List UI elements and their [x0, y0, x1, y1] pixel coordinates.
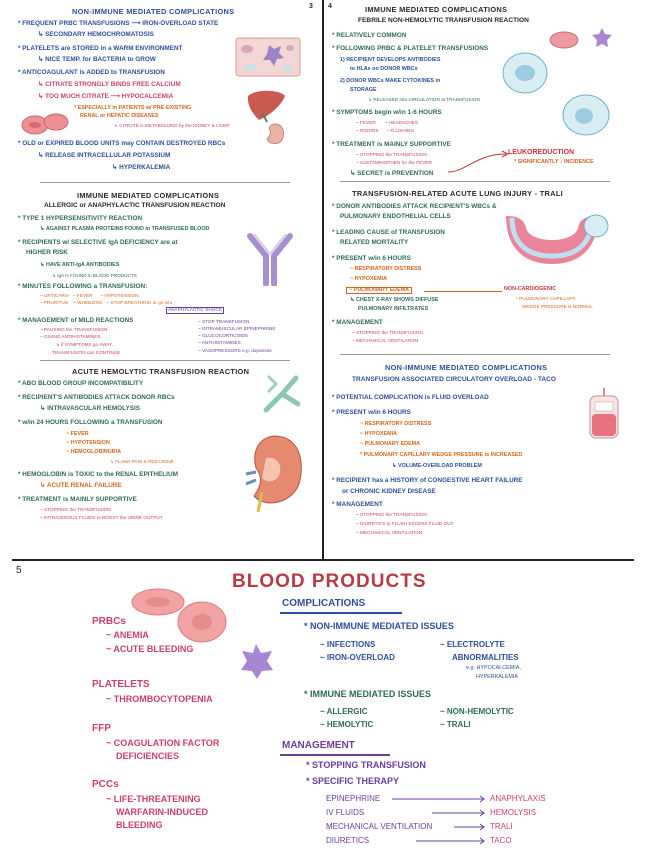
sub-bullet: ↳ RELEASED into CIRCULATION at TRANSFUSION: [368, 97, 480, 102]
sub-bullet: ~ STOPPING the TRANSFUSION: [356, 152, 427, 157]
bullet: * POTENTIAL COMPLICATION is FLUID OVERLOAD: [332, 394, 489, 401]
kidney-icon: [264, 122, 286, 146]
bullet: * MANAGEMENT of MILD REACTIONS: [18, 317, 134, 324]
bullet: * ANTICOAGULANT is ADDED to TRANSFUSION: [18, 69, 165, 76]
complication-item: ~ INFECTIONS: [320, 640, 376, 649]
connector-line: [424, 291, 502, 292]
therapy-name: MECHANICAL VENTILATION: [326, 822, 433, 831]
symptoms-row: ~ PRURITUS ~ WHEEZING ~ STOP BREATHING or go into: [40, 300, 173, 305]
lung-icon: [502, 206, 612, 268]
platelets-title: PLATELETS: [92, 679, 150, 690]
underline: [280, 754, 390, 756]
ffp-title: FFP: [92, 723, 111, 734]
bullet: * MANAGEMENT: [332, 501, 383, 508]
blood-bag-icon: [586, 388, 622, 442]
symptom: ~ PULMONARY EDEMA: [360, 441, 421, 447]
nonimmune-heading: * NON-IMMUNE MEDIATED ISSUES: [304, 621, 454, 631]
rbc-icon: [235, 37, 301, 77]
complication-item: ~ NON-HEMOLYTIC: [440, 707, 514, 716]
complication-item: ~ IRON-OVERLOAD: [320, 653, 395, 662]
symptom-note: ↳ FLANK PAIN & RED URINE: [110, 459, 174, 464]
section-subtitle: FEBRILE NON-HEMOLYTIC TRANSFUSION REACTION: [358, 17, 529, 24]
section-title: TRANSFUSION-RELATED ACUTE LUNG INJURY - TRALI: [352, 189, 563, 198]
symptom: ~ HYPOTENSION: [66, 440, 110, 446]
pccs-indication: WARFARIN-INDUCED: [116, 807, 208, 817]
liver-icon: [245, 88, 287, 124]
bullet: * SYMPTOMS begin w/in 1-6 HOURS: [332, 109, 442, 116]
pccs-indication: ~ LIFE-THREATENING: [106, 794, 201, 804]
complication-item: ABNORMALITIES: [452, 653, 519, 662]
sub-bullet: ~ MECHANICAL VENTILATION: [352, 338, 419, 343]
note: RENAL or HEPATIC DISEASES: [80, 113, 159, 119]
sub-bullet: ↳ CITRATE STRONGLY BINDS FREE CALCIUM: [38, 81, 181, 88]
note: ↳ CITRATE is METABOLIZED by the KIDNEY & LIVER: [114, 123, 230, 128]
pccs-indication: BLEEDING: [116, 820, 163, 830]
horizontal-divider: [12, 559, 634, 561]
bullet: * HEMOGLOBIN is TOXIC to the RENAL EPITHELIUM: [18, 471, 178, 478]
anaphylactic-shock-box: ANAPHYLACTIC SHOCK: [168, 307, 222, 312]
sub-bullet: ↳ TOO MUCH CITRATE ⟶ HYPOCALCEMIA: [38, 93, 174, 100]
sub-bullet: ↳ AGAINST PLASMA PROTEINS FOUND in TRANSFUSED BLOOD: [40, 226, 210, 232]
sub-bullet: ↳ SECRET is PREVENTION: [350, 170, 434, 177]
therapy-target: HEMOLYSIS: [490, 808, 537, 817]
section-subtitle: TRANSFUSION ASSOCIATED CIRCULATORY OVERLOAD - TACO: [352, 376, 557, 383]
therapy-name: EPINEPHRINE: [326, 794, 381, 803]
sub-bullet: ↳ HYPERKALEMIA: [112, 164, 171, 171]
symptoms-row: ~ RIGORS ~ FLUSHING: [356, 128, 415, 133]
note: WEDGE PRESSURE is NORMAL: [522, 304, 593, 309]
symptom: ~ FEVER: [66, 431, 89, 437]
bullet: * TREATMENT is MAINLY SUPPORTIVE: [332, 141, 451, 148]
sub-bullet: ~ MECHANICAL VENTILATION: [356, 530, 423, 535]
section-title: NON-IMMUNE MEDIATED COMPLICATIONS: [72, 7, 235, 16]
therapy-target: TRALI: [490, 822, 513, 831]
complication-item: ~ ELECTROLYTE: [440, 640, 505, 649]
bullet-cont: or CHRONIC KIDNEY DISEASE: [342, 488, 436, 495]
antibody-icon: [246, 232, 294, 286]
sub-bullet: ~ STOPPING the TRANSFUSION: [356, 512, 427, 517]
bullet: * PLATELETS are STORED in a WARM ENVIRONMENT: [18, 45, 183, 52]
sub-bullet: ↳ if SYMPTOMS go AWAY,: [56, 342, 113, 347]
arrow-icon: [446, 150, 510, 176]
sub-bullet: ↳ NICE TEMP. for BACTERIA to GROW: [38, 56, 156, 63]
kidney-icon: [244, 432, 306, 512]
bullet: * RECIPIENT'S ANTIBODIES ATTACK DONOR RBCs: [18, 394, 175, 401]
symptoms-row: ~ FEVER ~ HEADACHES: [356, 120, 418, 125]
severe-mgmt: ~ INTRAMUSCULAR EPINEPHRINE: [198, 326, 276, 331]
divider-q2: [340, 181, 610, 182]
bullet: * MANAGEMENT: [332, 319, 383, 326]
platelet-icon: [236, 642, 276, 680]
leukoreduction: LEUKOREDUCTION: [508, 149, 575, 156]
prbc-indication: ~ ACUTE BLEEDING: [106, 644, 194, 654]
sub-bullet: ↳ ACUTE RENAL FAILURE: [40, 482, 122, 489]
bullet: * TREATMENT is MAINLY SUPPORTIVE: [18, 496, 137, 503]
prbc-indication: ~ ANEMIA: [106, 630, 149, 640]
symptoms-row: ~ URTICARIA ~ FEVER ~ HYPOTENSION: [40, 293, 139, 298]
ffp-indication: DEFICIENCIES: [116, 751, 180, 761]
step: 2) DONOR WBCs MAKE CYTOKINES in: [340, 78, 441, 84]
bullet: * MINUTES FOLLOWING a TRANSFUSION:: [18, 283, 148, 290]
severe-mgmt: ~ GLUCOCORTICOIDS: [198, 333, 249, 338]
bullet-cont: HIGHER RISK: [26, 249, 68, 256]
bullet: * PRESENT w/in 6 HOURS: [332, 409, 411, 416]
sub-bullet: ↳ CHEST X-RAY SHOWS DIFFUSE: [350, 297, 439, 303]
note: * ESPECIALLY in PATIENTS w/ PRE-EXISTING: [74, 105, 192, 111]
bullet: * RECIPIENT has a HISTORY of CONGESTIVE HEART FAILURE: [332, 477, 523, 484]
severe-mgmt: ~ ANTIHISTAMINES: [198, 340, 241, 345]
sub-bullet: ~ DIURETICS to FLUSH EXCESS FLUID OUT: [356, 521, 454, 526]
underline: [280, 612, 402, 614]
antibody-icon: [260, 370, 304, 418]
sub-bullet: ↳ RELEASE INTRACELLULAR POTASSIUM: [38, 152, 171, 159]
bullet: * PRESENT w/in 6 HOURS: [332, 255, 411, 262]
bullet-cont: RELATED MORTALITY: [340, 239, 409, 246]
section-title: ACUTE HEMOLYTIC TRANSFUSION REACTION: [72, 367, 250, 376]
bullet: * TYPE 1 HYPERSENSITIVITY REACTION: [18, 215, 143, 222]
sub-bullet: ~ STOPPING the TRANSFUSION: [40, 507, 111, 512]
bullet: * ABO BLOOD GROUP INCOMPATIBILITY: [18, 380, 144, 387]
complication-item: ~ TRALI: [440, 720, 471, 729]
symptom: ~ RESPIRATORY DISTRESS: [360, 421, 432, 427]
therapy-name: DIURETICS: [326, 836, 370, 845]
symptom: ~ RESPIRATORY DISTRESS: [350, 266, 422, 272]
sub-bullet: ↳ SECONDARY HEMOCHROMATOSIS: [38, 31, 154, 38]
sub-bullet: ~ INTRAVENOUS FLUIDS to BOOST the URINE OUTPUT: [40, 515, 163, 520]
symptom: ~ HEMOGLOBINURIA: [66, 449, 121, 455]
wbc-icon: [500, 50, 550, 96]
severe-mgmt: ~ STOP TRANSFUSION: [198, 319, 250, 324]
pccs-title: PCCs: [92, 779, 119, 790]
sub-bullet: ~ GIVING ANTIHISTAMINES: [40, 334, 101, 339]
wbc-icon: [560, 92, 612, 138]
therapy-target: ANAPHYLAXIS: [490, 794, 546, 803]
immune-heading: * IMMUNE MEDIATED ISSUES: [304, 689, 431, 699]
sub-bullet: ~ STOPPING the TRANSFUSION: [352, 330, 423, 335]
section-title: IMMUNE MEDIATED COMPLICATIONS: [365, 5, 508, 14]
section-title: IMMUNE MEDIATED COMPLICATIONS: [77, 191, 220, 200]
sub-bullet: ↳ VOLUME-OVERLOAD PROBLEM: [392, 463, 482, 469]
sub-bullet: ↳ IgA is FOUND in BLOOD PRODUCTS: [52, 273, 137, 278]
complication-note: HYPERKALEMIA: [476, 674, 518, 680]
non-cardiogenic: NON-CARDIOGENIC: [504, 286, 557, 292]
bullet: * OLD or EXPIRED BLOOD UNITS may CONTAIN DESTROYED RBCs: [18, 140, 226, 147]
complication-item: ~ HEMOLYTIC: [320, 720, 374, 729]
therapy-name: IV FLUIDS: [326, 808, 365, 817]
bullet: * w/in 24 HOURS FOLLOWING a TRANSFUSION: [18, 419, 163, 426]
sub-bullet: ~ ACETAMINOPHEN for the FEVER: [356, 160, 432, 165]
bullet: * DONOR ANTIBODIES ATTACK RECIPIENT'S WBCs &: [332, 203, 497, 210]
severe-mgmt: ~ VASOPRESSORS e.g. dopamine: [198, 348, 272, 353]
complication-note: e.g. HYPOCALCEMIA,: [466, 665, 521, 671]
note: * PULMONARY CAPILLARY WEDGE PRESSURE is INCREASED: [360, 452, 523, 458]
ffp-indication: ~ COAGULATION FACTOR: [106, 738, 220, 748]
complications-heading: COMPLICATIONS: [282, 598, 366, 609]
divider-q2b: [340, 354, 610, 355]
pulmonary-edema-box: ~ PULMONARY EDEMA: [346, 287, 412, 294]
step: STORAGE: [350, 87, 377, 93]
page-marker-4: 4: [328, 3, 332, 10]
rbc-icon: [20, 111, 70, 137]
note: * PULMONARY CAPILLARY: [516, 296, 576, 301]
bullet: * RECIPIENTS w/ SELECTIVE IgA DEFICIENCY are at: [18, 239, 178, 246]
platelet-icon: [590, 26, 614, 50]
prbc-title: PRBCs: [92, 616, 126, 627]
vertical-divider: [322, 0, 324, 560]
bullet: * LEADING CAUSE of TRANSFUSION: [332, 229, 445, 236]
management-item: * SPECIFIC THERAPY: [306, 776, 400, 786]
sub-bullet: ↳ HAVE ANTI-IgA ANTIBODIES: [40, 262, 120, 268]
page-title: BLOOD PRODUCTS: [232, 571, 427, 592]
platelets-indication: ~ THROMBOCYTOPENIA: [106, 694, 213, 704]
management-item: * STOPPING TRANSFUSION: [306, 760, 426, 770]
section-title: NON-IMMUNE MEDIATED COMPLICATIONS: [385, 363, 548, 372]
bullet-cont: PULMONARY ENDOTHELIAL CELLS: [340, 213, 451, 220]
divider-q1b: [40, 360, 290, 361]
sub-bullet: ↳ INTRAVASCULAR HEMOLYSIS: [40, 405, 141, 412]
symptom: ~ HYPOXEMIA: [350, 276, 387, 282]
therapy-target: TACO: [490, 836, 512, 845]
step: 1) RECIPIENT DEVELOPS ANTIBODIES: [340, 57, 441, 63]
section-subtitle: ALLERGIC or ANAPHYLACTIC TRANSFUSION REACTION: [44, 202, 226, 209]
complication-item: ~ ALLERGIC: [320, 707, 368, 716]
rbc-icon: [548, 30, 580, 50]
sub-bullet: PULMONARY INFILTRATES: [358, 306, 429, 312]
bullet: * RELATIVELY COMMON: [332, 32, 407, 39]
therapy-arrows: [388, 795, 488, 845]
step: to HLAs on DONOR WBCs: [350, 66, 418, 72]
page-marker-3: 3: [309, 3, 313, 10]
symptom: ~ HYPOXEMIA: [360, 431, 397, 437]
note: * SIGNIFICANTLY ↓ INCIDENCE: [514, 159, 594, 165]
bullet: * FREQUENT PRBC TRANSFUSIONS ⟶ IRON-OVERLOAD STATE: [18, 20, 219, 27]
page-marker-5: 5: [16, 565, 22, 576]
sub-bullet: ~ PAUSING the TRANSFUSION: [40, 327, 108, 332]
sub-bullet: TRANSFUSION can CONTINUE: [52, 350, 121, 355]
bullet: * FOLLOWING PRBC & PLATELET TRANSFUSIONS: [332, 45, 489, 52]
management-heading: MANAGEMENT: [282, 740, 355, 751]
divider-q1: [40, 182, 290, 183]
